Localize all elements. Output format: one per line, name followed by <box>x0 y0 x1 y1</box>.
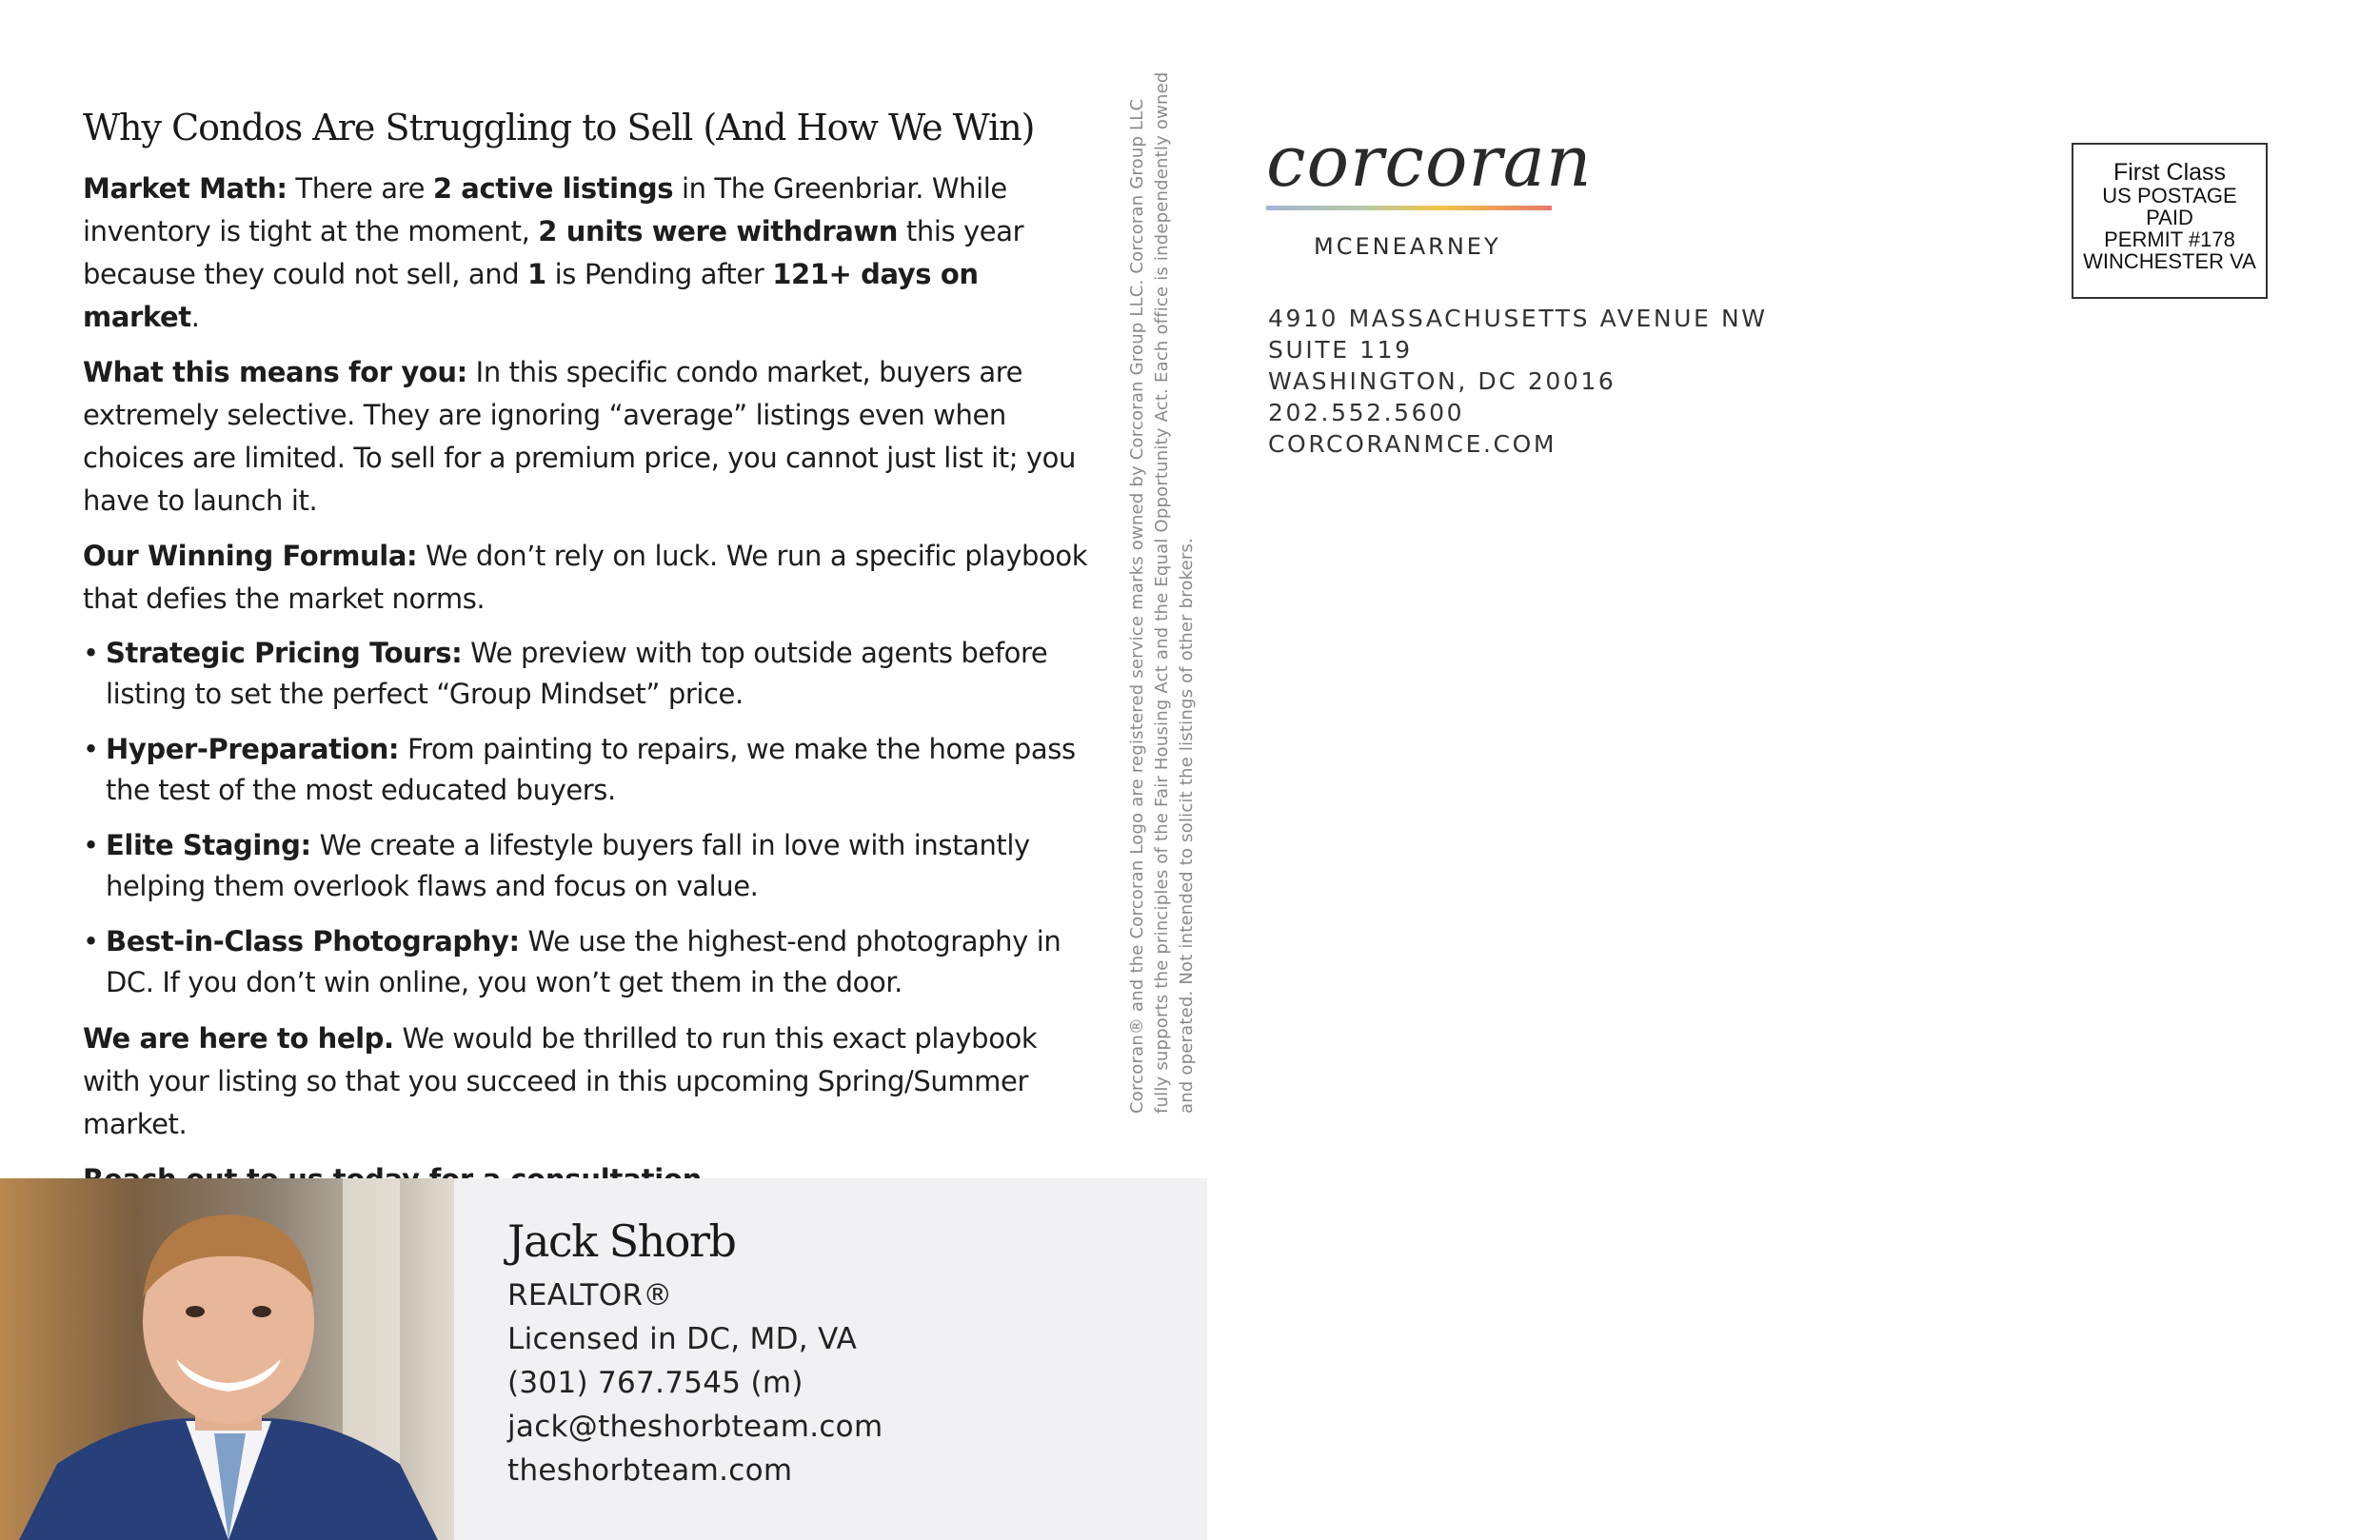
bullet-icon: • <box>83 636 99 669</box>
postage-line: First Class <box>2112 159 2227 186</box>
bullet-text: We preview with top outside agents before listing to set the perfect “Group Mindset” price. <box>106 636 1048 710</box>
brand-logo <box>1266 121 1593 260</box>
active-listings-stat: 2 active listings <box>432 171 674 205</box>
list-item <box>83 921 1092 1003</box>
meaning-paragraph <box>83 351 1092 523</box>
postage-line: PERMIT #178 <box>2104 227 2235 251</box>
office-name: MCENEARNEY <box>1314 233 1501 260</box>
agent-info <box>507 1214 883 1492</box>
list-item <box>83 825 1092 907</box>
return-address <box>1268 303 1768 460</box>
legal-disclaimer: Corcoran® and the Corcoran Logo are registered service marks owned by Corcoran Group LLC. Corcoran Group LLC fully supports the principles of the Fair Housing Act and the Equal Opportunity Act. Each office is independently owned and operated. Not intended to solicit the listings of other brokers. <box>1127 71 1197 1114</box>
market-math-paragraph <box>83 168 1092 339</box>
bullet-label: Best-in-Class Photography: <box>106 924 520 958</box>
bullet-text: From painting to repairs, we make the home pass the test of the most educated buyers. <box>106 732 1076 806</box>
formula-label: Our Winning Formula: <box>83 539 418 572</box>
article <box>83 107 1092 1201</box>
logo-wordmark: corcoran <box>1266 121 1593 203</box>
bullet-icon: • <box>83 828 99 861</box>
address-line: SUITE 119 <box>1268 336 1413 364</box>
market-math-text: in The Greenbriar. While inventory is tight at the moment, <box>83 171 1007 247</box>
agent-license: Licensed in DC, MD, VA <box>507 1322 858 1356</box>
help-paragraph <box>83 1017 1092 1146</box>
bullet-text: We use the highest-end photography in DC. If you don’t win online, you won’t get them in the door. <box>106 924 1061 998</box>
agent-website: theshorbteam.com <box>507 1453 793 1488</box>
office-phone: 202.552.5600 <box>1268 399 1465 426</box>
postage-line: PAID <box>2146 206 2193 229</box>
agent-photo <box>0 1178 454 1540</box>
market-math-text: . <box>190 300 200 333</box>
postage-line: WINCHESTER VA <box>2083 249 2256 273</box>
headline: Why Condos Are Struggling to Sell (And How We Win) <box>83 107 1035 148</box>
market-math-text: There are <box>287 171 433 205</box>
bullet-label: Hyper-Preparation: <box>106 732 400 765</box>
office-website: CORCORANMCE.COM <box>1268 430 1557 458</box>
bullet-text: We create a lifestyle buyers fall in love with instantly helping them overlook flaws and focus on value. <box>106 828 1030 902</box>
withdrawn-stat: 2 units were withdrawn <box>538 214 899 247</box>
formula-text: We don’t rely on luck. We run a specific playbook that defies the market norms. <box>83 539 1088 615</box>
bullet-label: Strategic Pricing Tours: <box>106 636 463 669</box>
pending-stat: 1 <box>527 257 546 290</box>
postage-indicia <box>2072 143 2268 299</box>
address-line: 4910 MASSACHUSETTS AVENUE NW <box>1268 305 1768 332</box>
disclaimer-container <box>1125 67 1197 1114</box>
formula-paragraph <box>83 535 1092 621</box>
meaning-label: What this means for you: <box>83 355 467 388</box>
bullet-icon: • <box>83 924 99 958</box>
meaning-text: In this specific condo market, buyers are extremely selective. They are ignoring “average” listings even when choices are limited. To sell for a premium price, you cannot just list it; you have to launch it. <box>83 355 1077 517</box>
address-line: WASHINGTON, DC 20016 <box>1268 367 1616 395</box>
agent-title: REALTOR® <box>507 1278 673 1313</box>
agent-phone: (301) 767.7545 (m) <box>507 1366 803 1400</box>
market-math-text: this year because they could not sell, and <box>83 214 1024 290</box>
playbook-list <box>83 633 1092 1003</box>
bullet-icon: • <box>83 732 99 765</box>
help-label: We are here to help. <box>83 1021 394 1055</box>
list-item <box>83 633 1092 715</box>
postage-line: US POSTAGE <box>2102 184 2237 207</box>
days-on-market-stat: 121+ days on market <box>83 257 979 333</box>
market-math-label: Market Math: <box>83 171 288 205</box>
list-item <box>83 729 1092 811</box>
help-text: We would be thrilled to run this exact playbook with your listing so that you succeed in this upcoming Spring/Summer market. <box>83 1021 1038 1140</box>
agent-email: jack@theshorbteam.com <box>507 1410 883 1444</box>
market-math-text: is Pending after <box>545 257 773 290</box>
agent-name: Jack Shorb <box>507 1215 736 1267</box>
bullet-label: Elite Staging: <box>106 828 311 861</box>
agent-panel <box>0 1178 1207 1540</box>
logo-color-bar <box>1266 206 1552 210</box>
